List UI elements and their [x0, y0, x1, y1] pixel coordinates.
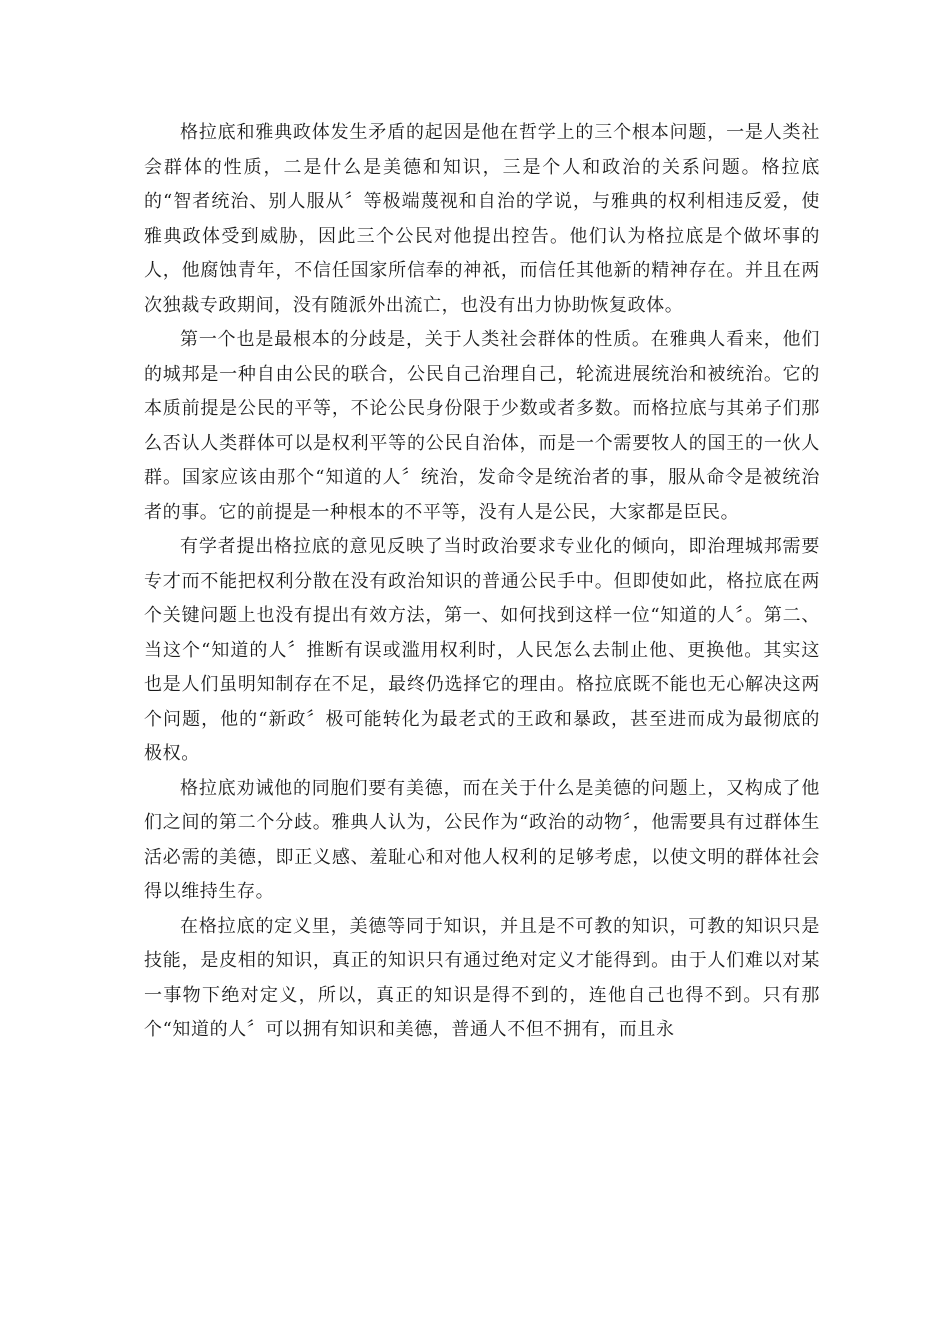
paragraph-4: 格拉底劝诫他的同胞们要有美德，而在关于什么是美德的问题上，又构成了他们之间的第二个分歧。雅典人认为，公民作为“政治的动物〞，他需要具有过群体生活必需的美德，即正义感、羞耻心和对他人权利的足够考虑，以使文明的群体社会得以维持生存。: [144, 777, 820, 902]
paragraph-1: 格拉底和雅典政体发生矛盾的起因是他在哲学上的三个根本问题，一是人类社会群体的性质，二是什么是美德和知识，三是个人和政治的关系问题。格拉底的“智者统治、别人服从〞等极端蔑视和自治的学说，与雅典的权利相违反爱，使雅典政体受到威胁，因此三个公民对他提出控告。他们认为格拉底是个做坏事的人，他腐蚀青年，不信任国家所信奉的神祇，而信任其他新的精神存在。并且在两次独裁专政期间，没有随派外出流亡，也没有出力协助恢复政体。: [144, 122, 820, 316]
paragraph-3: 有学者提出格拉底的意见反映了当时政治要求专业化的倾向，即治理城邦需要专才而不能把权利分散在没有政治知识的普通公民手中。但即使如此，格拉底在两个关键问题上也没有提出有效方法，第一、如何找到这样一位“知道的人〞。第二、当这个“知道的人〞推断有误或滥用权利时，人民怎么去制止他、更换他。其实这也是人们虽明知制存在不足，最终仍选择它的理由。格拉底既不能也无心解决这两个问题，他的“新政〞极可能转化为最老式的王政和暴政，甚至进而成为最彻底的极权。: [144, 536, 820, 764]
paragraph-5: 在格拉底的定义里，美德等同于知识，并且是不可教的知识，可教的知识只是技能，是皮相的知识，真正的知识只有通过绝对定义才能得到。由于人们难以对某一事物下绝对定义，所以，真正的知识是得不到的，连他自己也得不到。只有那个“知道的人〞可以拥有知识和美德，普通人不但不拥有，而且永: [144, 915, 820, 1040]
paragraph-2: 第一个也是最根本的分歧是，关于人类社会群体的性质。在雅典人看来，他们的城邦是一种自由公民的联合，公民自己治理自己，轮流进展统治和被统治。它的本质前提是公民的平等，不论公民身份限于少数或者多数。而格拉底与其弟子们那么否认人类群体可以是权利平等的公民自治体，而是一个需要牧人的国王的一伙人群。国家应该由那个“知道的人〞统治，发命令是统治者的事，服从命令是被统治者的事。它的前提是一种根本的不平等，没有人是公民，大家都是臣民。: [144, 329, 820, 523]
document-body: [144, 116, 820, 1048]
